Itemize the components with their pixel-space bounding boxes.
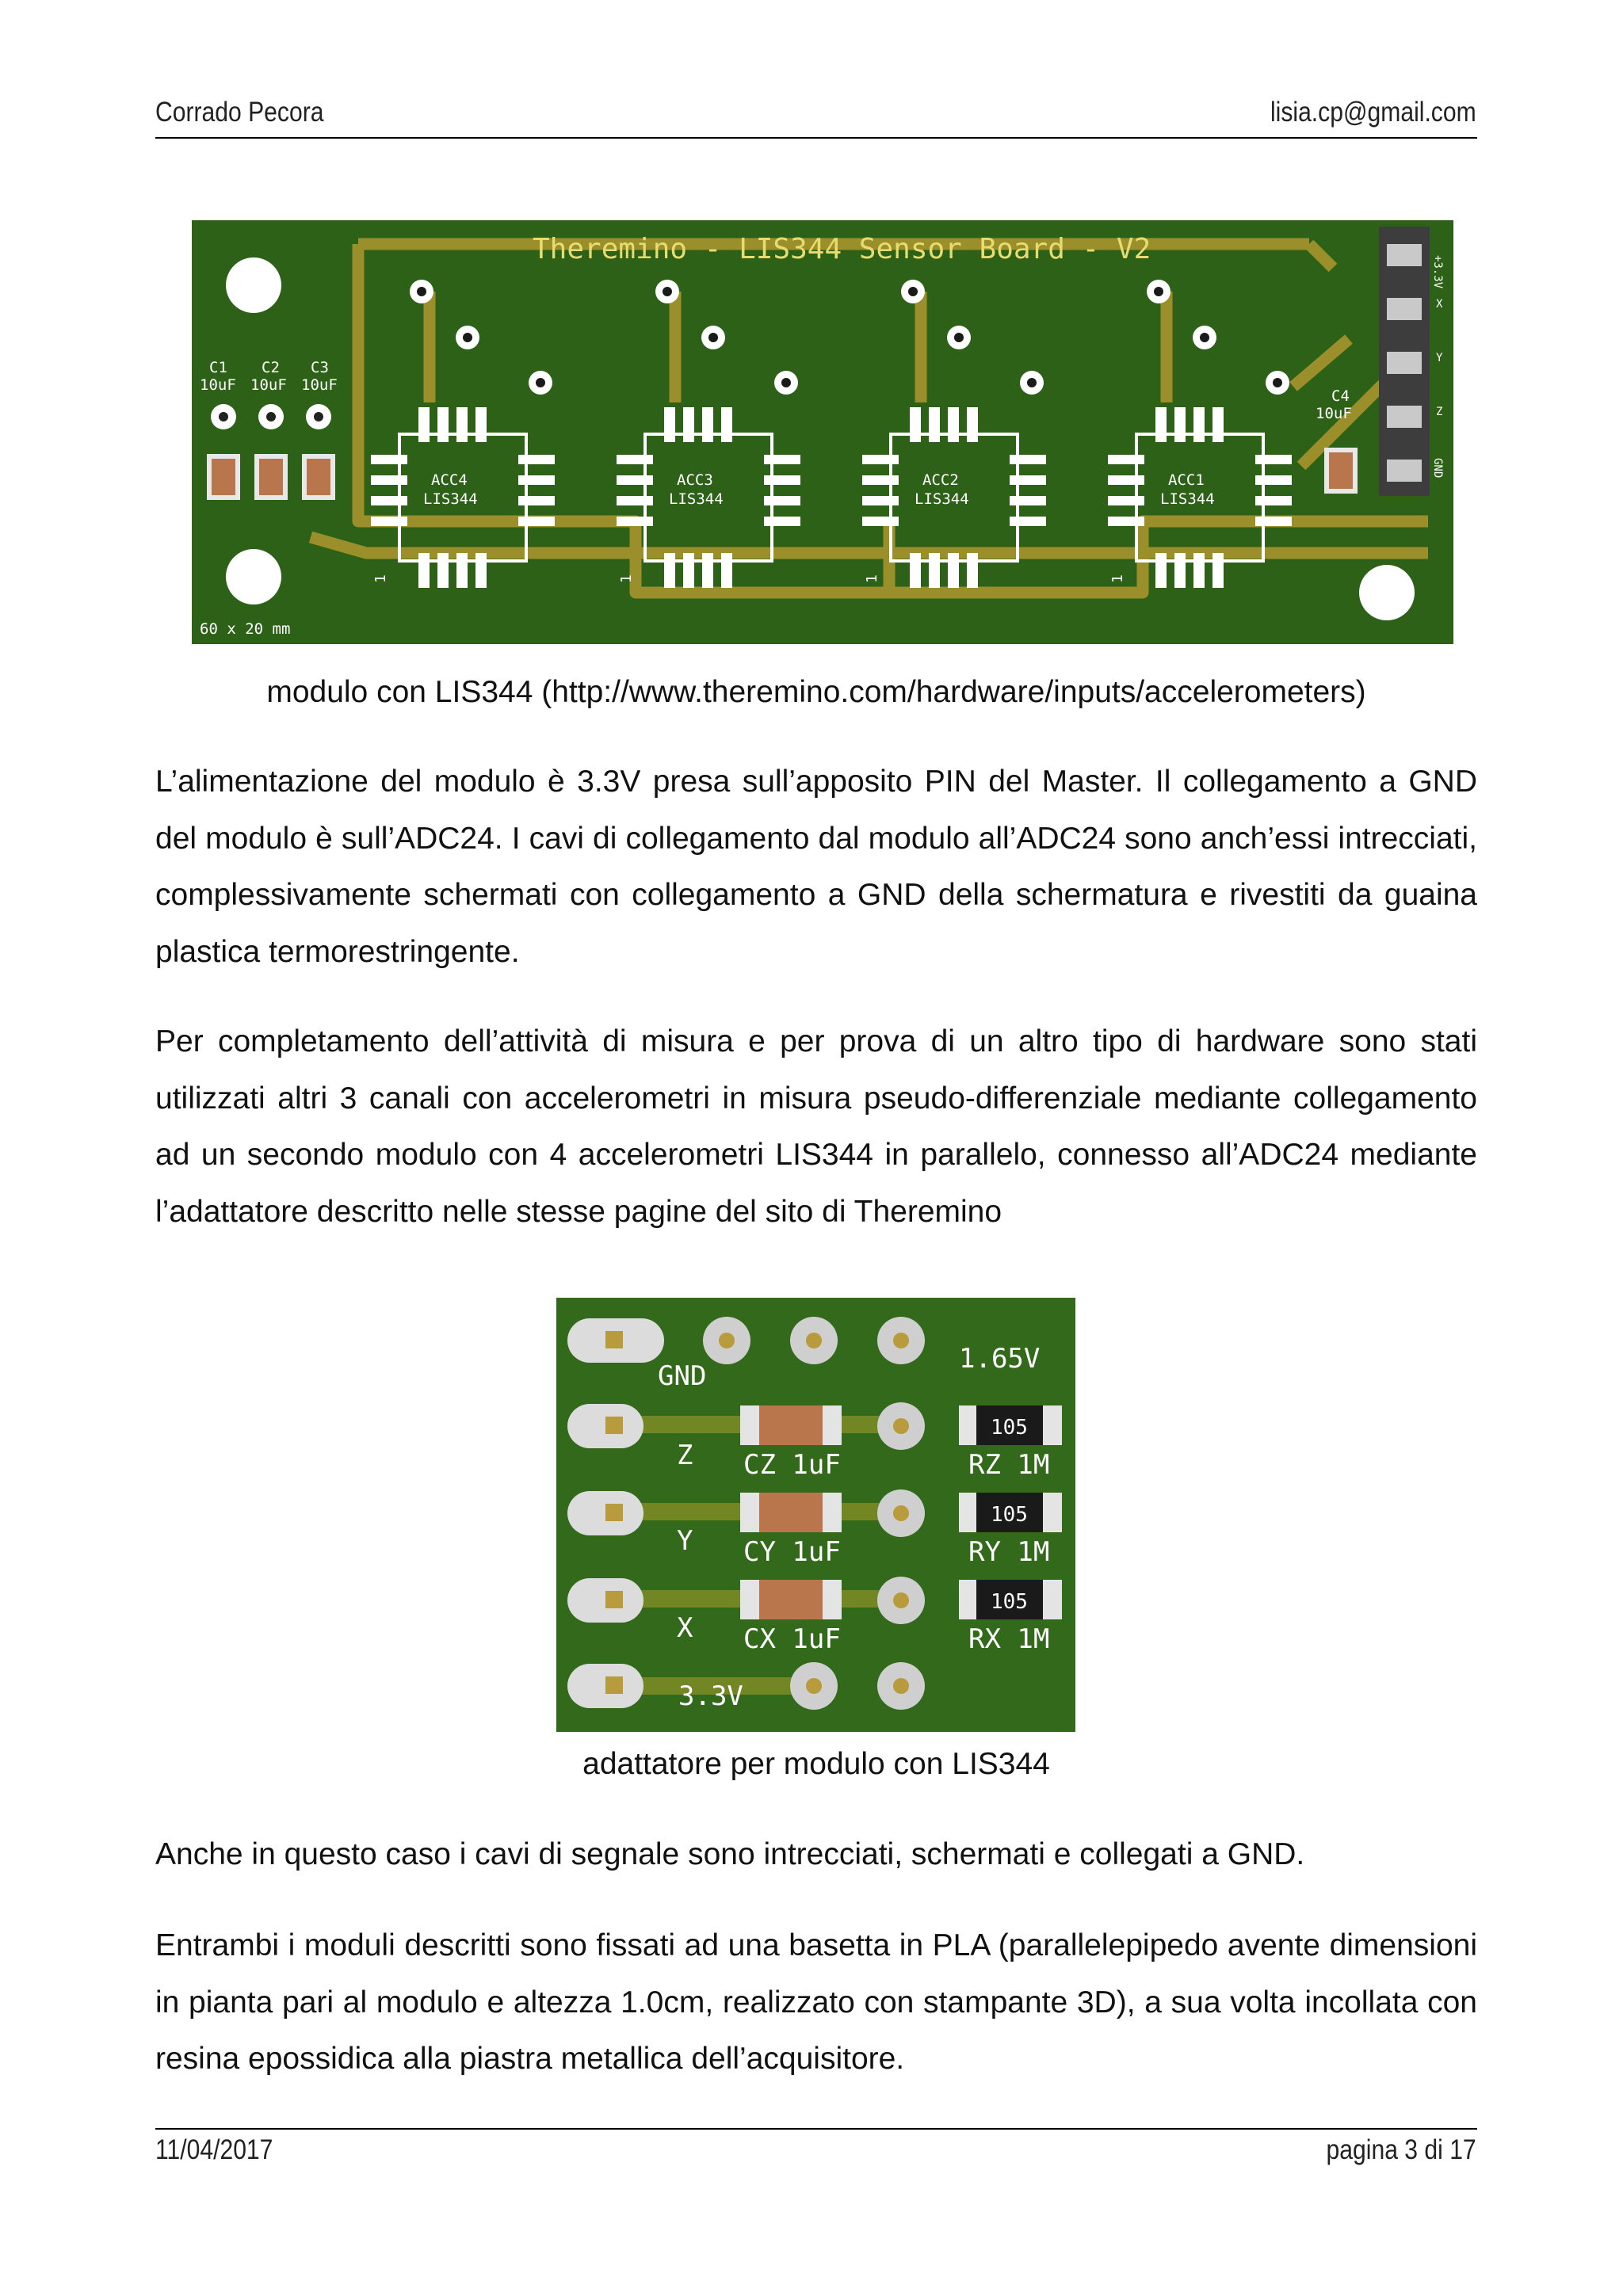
cap-c4-value: 10uF — [1316, 405, 1352, 422]
adapter-33v-label: 3.3V — [678, 1680, 743, 1712]
chip-acc4-part: LIS344 — [423, 490, 478, 508]
board-size-label: 60 x 20 mm — [200, 620, 291, 638]
conn-pin-2: X — [1436, 298, 1443, 311]
paragraph-3: Anche in questo caso i cavi di segnale sono intrecciati, schermati e collegati a GND. — [155, 1837, 1305, 1871]
res-rz-label: RZ 1M — [968, 1449, 1050, 1481]
res-ry-label: RY 1M — [968, 1536, 1050, 1568]
header-author: Corrado Pecora — [155, 97, 324, 128]
conn-pin-1: +3.3V — [1431, 255, 1444, 289]
header-rule — [155, 137, 1477, 139]
header-email: lisia.cp@gmail.com — [1270, 97, 1476, 128]
res-x-code: 105 — [991, 1590, 1028, 1614]
chip-acc3-part: LIS344 — [669, 490, 724, 508]
chip-acc1-part: LIS344 — [1160, 490, 1215, 508]
paragraph-1: L’alimentazione del modulo è 3.3V presa sull’apposito PIN del Master. Il collegamento a GND del modulo è sull’ADC24. I cavi di collegamento dal modulo all’ADC24 sono anch’essi intrecciati, complessivamente schermati con collegamento a GND della schermatura e rivestiti da guaina plastica termorestringente. — [155, 765, 1477, 969]
cap-c2-name: C2 — [262, 359, 280, 376]
axis-x-label: X — [677, 1612, 693, 1644]
chip-acc4-name: ACC4 — [431, 471, 468, 489]
cap-cz-label: CZ 1uF — [743, 1449, 841, 1481]
footer-rule — [155, 2128, 1477, 2130]
figure2-caption: adattatore per modulo con LIS344 — [582, 1747, 1050, 1781]
cap-cx-label: CX 1uF — [743, 1623, 841, 1655]
chip-acc1-pin1: 1 — [1109, 574, 1126, 583]
chip-acc2-name: ACC2 — [922, 471, 959, 489]
chip-acc4-pin1: 1 — [372, 574, 389, 583]
board-title: Theremino - LIS344 Sensor Board - V2 — [533, 233, 1151, 265]
cap-c3-name: C3 — [311, 359, 329, 376]
res-rx-label: RX 1M — [968, 1623, 1050, 1655]
chip-acc2-pin1: 1 — [864, 574, 880, 583]
cap-c2-value: 10uF — [250, 376, 287, 394]
axis-y-label: Y — [677, 1525, 693, 1557]
footer-page-number: pagina 3 di 17 — [1326, 2134, 1476, 2165]
cap-c3-value: 10uF — [301, 376, 338, 394]
cap-cy-label: CY 1uF — [743, 1536, 841, 1568]
chip-acc3-name: ACC3 — [677, 471, 713, 489]
conn-pin-4: Z — [1436, 406, 1443, 418]
figure1-caption: modulo con LIS344 (http://www.theremino.com/hardware/inputs/accelerometers) — [266, 675, 1366, 709]
chip-acc3-pin1: 1 — [618, 574, 635, 583]
page-footer — [155, 2134, 1476, 2174]
conn-pin-3: Y — [1436, 352, 1443, 364]
paragraph-4: Entrambi i moduli descritti sono fissati ad una basetta in PLA (parallelepipedo avente dimensioni in pianta pari al modulo e altezza 1.0cm, realizzato con stampante 3D), a sua volta incollata con resina epossidica alla piastra metallica dell’acquisitore. — [155, 1928, 1477, 2076]
footer-date: 11/04/2017 — [155, 2134, 273, 2165]
adapter-165v-label: 1.65V — [959, 1343, 1041, 1375]
cap-c1-name: C1 — [209, 359, 227, 376]
chip-acc1-name: ACC1 — [1168, 471, 1205, 489]
paragraph-2: Per completamento dell’attività di misura e per prova di un altro tipo di hardware sono stati utilizzati altri 3 canali con accelerometri in misura pseudo-differenziale mediante collegamento ad un secondo modulo con 4 accelerometri LIS344 in parallelo, connesso all’ADC24 mediante l’adattatore descritto nelle stesse pagine del sito di Theremino — [155, 1024, 1477, 1229]
sensor-board-image — [192, 220, 1453, 644]
page-header — [155, 97, 1476, 136]
chip-acc2-part: LIS344 — [915, 490, 969, 508]
res-z-code: 105 — [991, 1416, 1028, 1440]
res-y-code: 105 — [991, 1503, 1028, 1527]
cap-c4-name: C4 — [1331, 387, 1350, 405]
adapter-gnd-label: GND — [658, 1360, 707, 1392]
adapter-board-image — [556, 1298, 1075, 1732]
cap-c1-value: 10uF — [200, 376, 236, 394]
axis-z-label: Z — [677, 1440, 693, 1471]
conn-pin-5: GND — [1431, 458, 1444, 479]
